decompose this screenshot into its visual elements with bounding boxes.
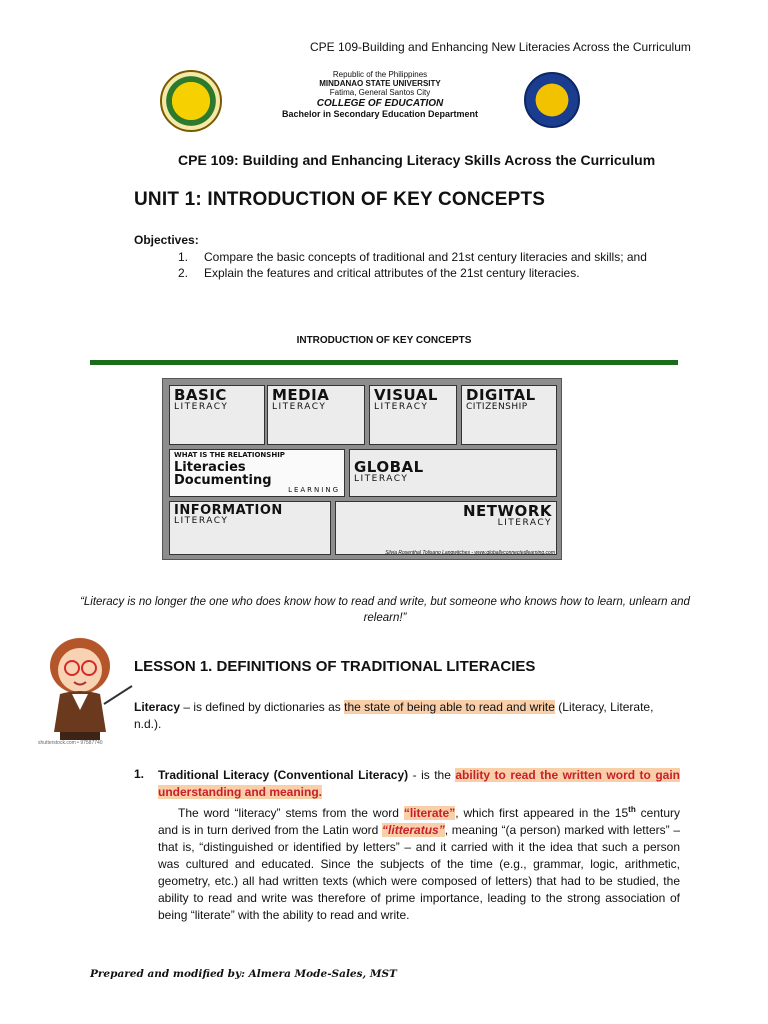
- poster-credit: Silvia Rosenthal Tolisano Langwitches - www.globallyconnectedlearning.com: [385, 550, 555, 556]
- traditional-term: Traditional Literacy (Conventional Literacy): [158, 768, 409, 782]
- literacy-citation: (Literacy, Literate, n.d.).: [134, 700, 654, 731]
- teacher-illustration: [34, 632, 134, 744]
- poster-tile-network: [335, 501, 557, 555]
- poster-center-panel: [169, 449, 345, 497]
- poster-tile-subtitle: LITERACY: [374, 402, 429, 412]
- poster-center-line2: Literacies: [174, 460, 246, 475]
- poster-tile-title: INFORMATION: [174, 503, 283, 518]
- poster-tile-title: NETWORK: [462, 502, 552, 520]
- poster-tile-subtitle: LITERACY: [272, 402, 327, 412]
- poster-center-line4: LEARNING: [288, 486, 340, 494]
- traditional-number: 1.: [134, 767, 145, 781]
- poster-tile-subtitle: LITERACY: [497, 518, 552, 528]
- letterhead: [230, 70, 530, 119]
- traditional-paragraph: [158, 801, 680, 924]
- poster-tile-title: DIGITAL: [466, 386, 536, 404]
- word-literate: “literate”: [403, 806, 456, 820]
- poster-tile-subtitle: LITERACY: [174, 516, 229, 526]
- traditional-text: , which first appeared in the 15: [455, 806, 629, 820]
- poster-tile-subtitle: LITERACY: [354, 474, 409, 484]
- objectives-list: [178, 249, 658, 281]
- objective-text: Compare the basic concepts of traditional and 21st century literacies and skills; and: [204, 250, 647, 264]
- traditional-text: , meaning “(a person) marked with letters” – that is, “distinguished or identified by letters” – and it carried with it the idea that such a person was cultured and educated. Since the subjects of the time (e.g., grammar, logic, arithmetic, geometry, etc.) all had written texts (which were composed of letters) that had to be studied, the ability to read and write was therefore of prime importance, leading to the strong association of being “literate” with the ability to read and write.: [158, 823, 680, 922]
- letterhead-location: Fatima, General Santos City: [329, 88, 431, 98]
- objective-item: [178, 249, 658, 265]
- traditional-highlight: ability to read the written word to gain understanding and meaning.: [158, 768, 681, 799]
- objectives-heading: Objectives:: [134, 233, 199, 247]
- literacy-dash: – is defined by dictionaries as: [180, 700, 345, 714]
- college-of-education-seal-icon: [524, 72, 580, 128]
- literacy-term: Literacy: [134, 700, 181, 714]
- poster-tile-title: GLOBAL: [354, 458, 424, 476]
- objective-number: 2.: [178, 266, 189, 280]
- poster-tile-title: MEDIA: [272, 386, 330, 404]
- superscript-th: th: [628, 805, 636, 814]
- poster-tile-information: [169, 501, 331, 555]
- literacy-quote: “Literacy is no longer the one who does know how to read and write, but someone who knows how to learn, unlearn and relearn!”: [80, 596, 690, 624]
- traditional-literacy-section: [158, 767, 680, 924]
- poster-tile-digital: [461, 385, 557, 445]
- letterhead-republic: Republic of the Philippines: [332, 70, 428, 79]
- traditional-is-the: - is the: [408, 768, 456, 782]
- poster-tile-subtitle: LITERACY: [174, 402, 229, 412]
- letterhead-college: COLLEGE OF EDUCATION: [316, 97, 444, 109]
- poster-center-line3: Documenting: [174, 473, 272, 488]
- unit-title: UNIT 1: INTRODUCTION OF KEY CONCEPTS: [134, 189, 546, 210]
- msu-seal-icon: [160, 70, 222, 132]
- literacy-definition: [134, 699, 682, 733]
- prepared-by-footer: Prepared and modified by: Almera Mode-Sales, MST: [90, 968, 397, 980]
- course-title: CPE 109: Building and Enhancing Literacy Skills Across the Curriculum: [178, 152, 656, 168]
- lesson-title: LESSON 1. DEFINITIONS OF TRADITIONAL LITERACIES: [134, 658, 536, 675]
- literacies-poster-image: [162, 378, 562, 560]
- illustration-credit: shutterstock.com • 97587740: [38, 740, 103, 746]
- objective-text: Explain the features and critical attributes of the 21st century literacies.: [204, 266, 580, 280]
- objective-number: 1.: [178, 250, 189, 264]
- course-header: CPE 109-Building and Enhancing New Literacies Across the Curriculum: [310, 40, 691, 54]
- poster-center-line1: WHAT IS THE RELATIONSHIP: [174, 451, 285, 459]
- section-heading: INTRODUCTION OF KEY CONCEPTS: [296, 335, 472, 346]
- traditional-text: The word “literacy” stems from the word: [178, 806, 404, 820]
- traditional-text: century and is in turn derived from the Latin word: [158, 806, 680, 837]
- poster-tile-basic: [169, 385, 265, 445]
- objective-item: [178, 265, 658, 281]
- green-divider: [90, 360, 678, 365]
- poster-tile-title: BASIC: [174, 386, 227, 404]
- letterhead-university: MINDANAO STATE UNIVERSITY: [319, 79, 441, 89]
- traditional-definition: [158, 767, 680, 801]
- literacy-highlight: the state of being able to read and write: [344, 700, 555, 714]
- poster-tile-media: [267, 385, 365, 445]
- poster-tile-global: [349, 449, 557, 497]
- letterhead-department: Bachelor in Secondary Education Department: [281, 109, 479, 120]
- poster-tile-visual: [369, 385, 457, 445]
- poster-tile-subtitle: CITIZENSHIP: [466, 402, 528, 412]
- poster-tile-title: VISUAL: [374, 386, 438, 404]
- word-litteratus: “litteratus”: [382, 823, 445, 837]
